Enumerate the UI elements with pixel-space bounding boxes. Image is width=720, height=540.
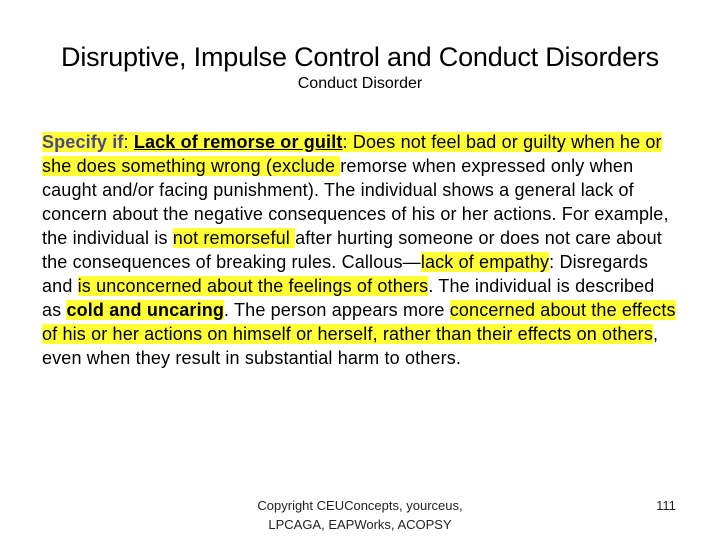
highlighted-text: not remorseful <box>172 228 296 248</box>
body-text-segment: : Disregards and <box>42 252 648 296</box>
highlighted-text: Does not feel bad or guilty when he or she does something wrong (exclude <box>42 132 662 176</box>
slide-subtitle: Conduct Disorder <box>297 75 423 92</box>
page-number: 111 <box>656 498 676 513</box>
highlighted-text: is unconcerned about the feelings of others <box>77 276 429 296</box>
footer-copyright: Copyright CEUConcepts, yourceus, LPCAGA, EAPWorks, ACOPSY <box>257 498 463 532</box>
body-text-segment: remorse when expressed only when caught and/or facing punishment). The individual shows a general lack of concern about the negative consequences of his or her actions. For example, the individual is <box>42 156 669 248</box>
highlighted-text: lack of empathy <box>420 252 550 272</box>
highlighted-text: concerned about the effects of his or her actions on himself or herself, rather than their effects on others <box>42 300 676 344</box>
body-text-segment: . The person appears more <box>224 300 450 320</box>
colon-separator: : <box>123 132 134 152</box>
colon-separator: : <box>342 132 353 152</box>
body-paragraph <box>42 130 678 370</box>
specify-label: Specify if <box>42 132 124 152</box>
body-text-segment: . The individual is described as <box>42 276 655 320</box>
specifier-heading: Lack of remorse or guilt <box>133 132 343 152</box>
slide-title: Disruptive, Impulse Control and Conduct Disorders <box>61 42 659 72</box>
body-text-segment: after hurting someone or does not care about the consequences of breaking rules. Callous— <box>42 228 662 272</box>
body-text-segment: , even when they result in substantial harm to others. <box>42 324 659 368</box>
highlighted-bold-text: cold and uncaring <box>66 300 225 320</box>
